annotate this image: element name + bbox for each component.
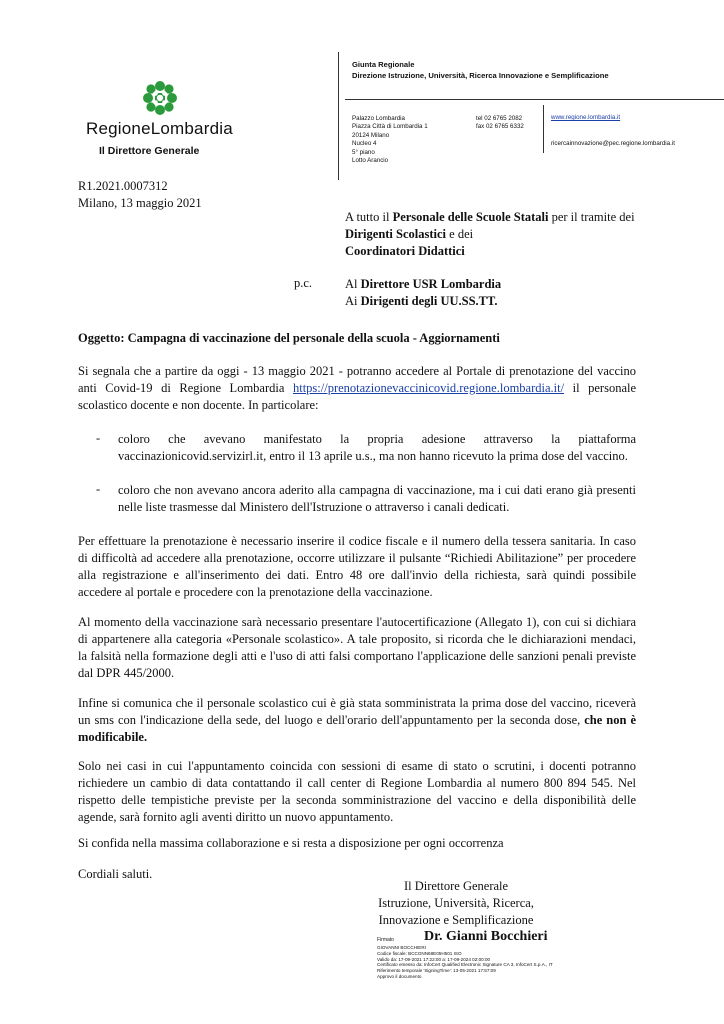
recipient-bold: Dirigenti Scolastici	[345, 227, 447, 241]
subject-line: Oggetto: Campagna di vaccinazione del personale della scuola - Aggiornamenti	[78, 331, 500, 345]
paragraph-3: Al momento della vaccinazione sarà necessario presentare l'autocertificazione (Allegato 1), con cui si dichiara di appartenere alla categoria «Personale scolastico». A tale proposito, si ricorda che le dichiarazioni mendaci, la falsità nella formazione degli atti e l'uso di atti falsi comportano l'applicazione delle sanzioni penali previste dal DPR 445/2000.	[78, 615, 636, 680]
cc-line-2	[345, 293, 501, 310]
recipient-text: per il tramite dei	[548, 210, 635, 224]
address-line: Palazzo Lombardia	[352, 115, 405, 122]
cc-bold: Dirigenti degli UU.SS.TT.	[360, 294, 498, 308]
cert-line: Valido da: 17-09-2021 17:22:00 a: 17-09-2024 02:00:00	[377, 956, 491, 962]
cc-line-1	[345, 276, 501, 293]
org-name: RegioneLombardia	[86, 119, 233, 138]
tel-number: tel 02 6765 2082	[476, 115, 523, 122]
recipient-text: A tutto il	[345, 210, 393, 224]
signature-line-1: Il Direttore Generale	[403, 879, 509, 893]
address-line: Nucleo 4	[352, 140, 377, 148]
recipients-to	[345, 209, 665, 260]
cert-line: Certificato emesso da: InfoCert Qualified Electronic Signature CA 3, InfoCert S.p.A., IT	[377, 962, 553, 968]
signature-line-2: Istruzione, Università, Ricerca,	[378, 896, 534, 910]
recipient-text: e dei	[446, 227, 474, 241]
signer-name: Dr. Gianni Bocchieri	[424, 929, 548, 944]
digital-signature-certificate	[377, 945, 637, 980]
bullet-mark: -	[96, 431, 101, 445]
fax-number: fax 02 6765 6332	[476, 123, 524, 131]
paragraph-4	[78, 695, 636, 746]
website-link[interactable]: www.regione.lombardia.it	[551, 114, 621, 121]
org-subtitle: Il Direttore Generale	[99, 145, 200, 157]
closing: Cordiali saluti.	[78, 867, 153, 881]
signature-block	[356, 878, 556, 929]
giunta-line2: Direzione Istruzione, Università, Ricerca Innovazione e Semplificazione	[352, 71, 609, 80]
header-divider-vertical	[338, 52, 339, 180]
address-line: Lotto Arancio	[352, 157, 389, 165]
cert-line: Approvo il documento	[377, 973, 422, 979]
pc-label: p.c.	[294, 276, 313, 290]
bullet-item-2: coloro che non avevano ancora aderito alla campagna di vaccinazione, ma i cui dati erano già presenti nelle liste trasmesse dal Ministero dell'Istruzione o attraverso i canali dedicati.	[118, 483, 636, 514]
address-line: Piazza Città di Lombardia 1	[352, 123, 428, 131]
cc-text: Al	[345, 277, 361, 291]
giunta-heading	[352, 59, 609, 81]
paragraph-5: Solo nei casi in cui l'appuntamento coincida con sessioni di esame di stato o scrutini, i docenti potranno richiedere un cambio di data contattando il call center di Regione Lombardia al numero 800 894 545. Nel rispetto delle tempistiche previste per la seconda somministrazione del vaccino e della disponibilità delle agende, sarà fornito agli aventi diritto un nuovo appuntamento.	[78, 759, 636, 824]
recipient-bold: Personale delle Scuole Statali	[392, 210, 549, 224]
header-divider-vertical-2	[543, 105, 544, 153]
regione-lombardia-logo-icon	[142, 80, 178, 116]
address-line: 20124 Milano	[352, 131, 390, 139]
paragraph-bold: che non è modificabile.	[78, 713, 637, 744]
address-block	[352, 115, 428, 165]
address-line: 5° piano	[352, 148, 375, 156]
firmato-label: Firmato	[377, 937, 394, 943]
paragraph-text: il personale scolastico docente e non docente. In particolare:	[78, 381, 637, 412]
bullet-item-1: coloro che avevano manifestato la propria adesione attraverso la piattaforma vaccinazionicovid.servizirl.it, entro il 13 aprile u.s., ma non hanno ricevuto la prima dose del vaccino.	[118, 432, 636, 463]
protocol-block	[78, 178, 202, 212]
paragraph-6: Si confida nella massima collaborazione e si resta a disposizione per ogni occorrenza	[78, 836, 504, 850]
cc-text: Ai	[345, 294, 361, 308]
header-divider-horizontal	[345, 99, 724, 100]
place-date: Milano, 13 maggio 2021	[78, 196, 202, 210]
cert-line: GIOVANNI BOCCHIERI	[377, 945, 426, 950]
protocol-number: R1.2021.0007312	[78, 179, 168, 193]
paragraph-text: Si segnala che a partire da oggi - 13 maggio 2021 - potranno accedere al Portale di prenotazione del vaccino anti Covid-19 di Regione Lombardia	[78, 364, 636, 395]
paragraph-text: Infine si comunica che il personale scolastico cui è già stata somministrata la prima dose del vaccino, riceverà un sms con l'indicazione della sede, del luogo e dell'orario dell'appuntamento per la seconda dose,	[78, 696, 636, 727]
recipient-bold: Coordinatori Didattici	[345, 244, 465, 258]
cert-line: Riferimento temporale 'SigningTime': 13-05-2021 17:57:09	[377, 968, 496, 974]
giunta-line1: Giunta Regionale	[352, 60, 415, 69]
paragraph-2: Per effettuare la prenotazione è necessario inserire il codice fiscale e il numero della tessera sanitaria. In caso di difficoltà ad accedere alla prenotazione, occorre utilizzare il pulsante “Richiedi Abilitazione” per procedere alla registrazione e all'inserimento dei dati. Entro 48 ore dall'invio della richiesta, sarà quindi possibile accedere al portale e procedere con la prenotazione della vaccinazione.	[78, 534, 636, 599]
portal-link[interactable]: https://prenotazionevaccinicovid.regione.lombardia.it/	[292, 381, 565, 395]
signature-line-3: Innovazione e Semplificazione	[378, 913, 534, 927]
recipients-cc	[345, 276, 501, 310]
cert-line: Codice fiscale: BCCGNN68E05H501 ISO	[377, 950, 462, 956]
contact-phones	[476, 115, 524, 132]
bullet-mark: -	[96, 482, 101, 496]
paragraph-1	[78, 363, 636, 414]
pec-email: ricercainnovazione@pec.regione.lombardia.it	[551, 140, 675, 147]
cc-bold: Direttore USR Lombardia	[360, 277, 502, 291]
